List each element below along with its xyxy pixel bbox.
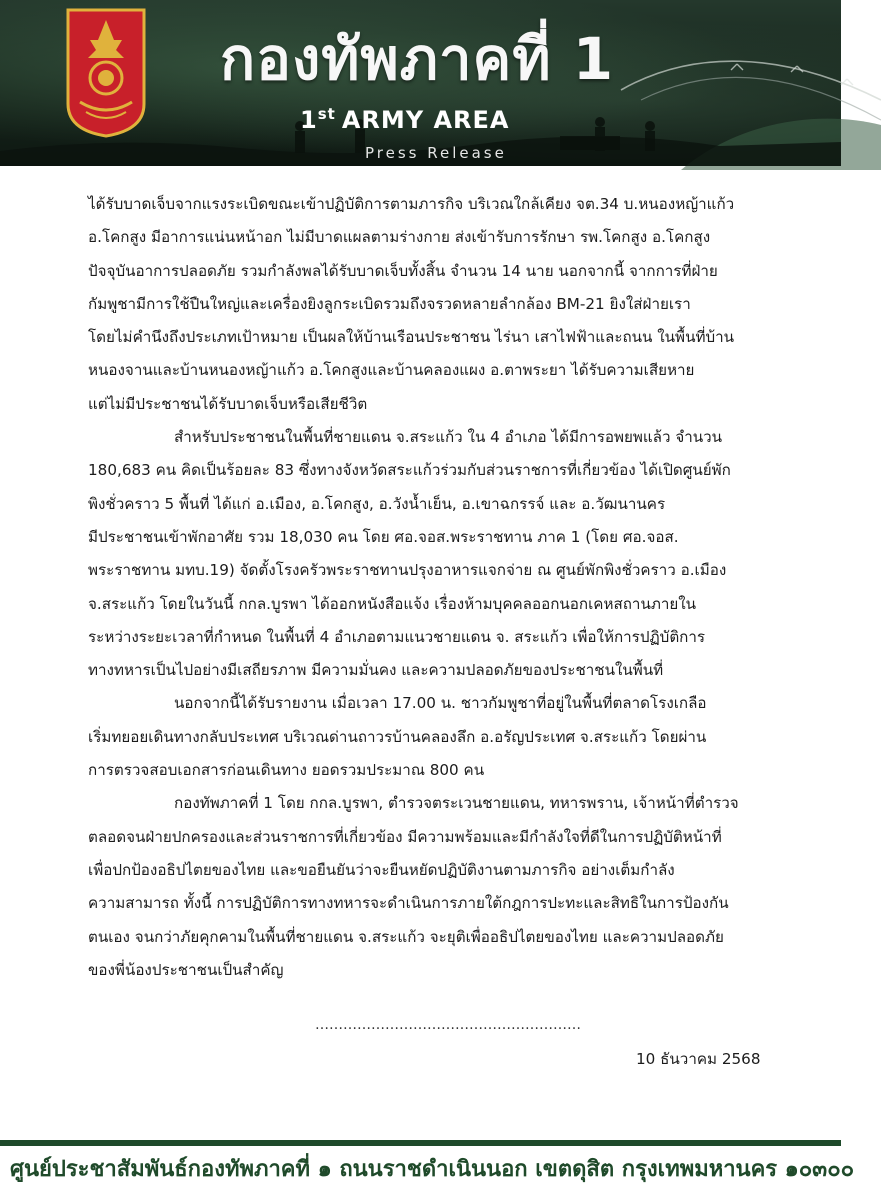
body-line: นอกจากนี้ได้รับรายงาน เมื่อเวลา 17.00 น. ชาวกัมพูชาที่อยู่ในพื้นที่ตลาดโรงเกลือ <box>174 694 707 713</box>
body-line: หนองจานและบ้านหนองหญ้าแก้ว อ.โคกสูงและบ้านคลองแผง อ.ตาพระยา ได้รับความเสียหาย <box>88 361 695 380</box>
page-title-thai: กองทัพภาคที่ 1 <box>220 25 615 93</box>
footer-divider <box>0 1140 841 1146</box>
body-line: ปัจจุบันอาการปลอดภัย รวมกำลังพลได้รับบาดเจ็บทั้งสิ้น จำนวน 14 นาย นอกจากนี้ จากการที่ฝ่าย <box>88 261 718 280</box>
page-title-english <box>300 96 580 132</box>
header-banner <box>0 0 841 166</box>
release-date: 10 ธันวาคม 2568 <box>636 1050 761 1068</box>
body-line: โดยไม่คำนึงถึงประเภทเป้าหมาย เป็นผลให้บ้านเรือนประชาชน ไร่นา เสาไฟฟ้าและถนน ในพื้นที่บ้าน <box>88 328 735 347</box>
body-line: ของพี่น้องประชาชนเป็นสำคัญ <box>88 960 284 979</box>
body-line: การตรวจสอบเอกสารก่อนเดินทาง ยอดรวมประมาณ 800 คน <box>88 761 485 780</box>
body-line: เพื่อปกป้องอธิปไตยของไทย และขอยืนยันว่าจะยืนหยัดปฏิบัติงานตามภารกิจ อย่างเต็มกำลัง <box>88 860 675 879</box>
press-release-label: Press Release <box>365 144 507 162</box>
body-line: ระหว่างระยะเวลาที่กำหนด ในพื้นที่ 4 อำเภอตามแนวชายแดน จ. สระแก้ว เพื่อให้การปฏิบัติการ <box>88 627 706 646</box>
body-line: ทางทหารเป็นไปอย่างมีเสถียรภาพ มีความมั่นคง และความปลอดภัยของประชาชนในพื้นที่ <box>88 661 664 680</box>
body-line: ได้รับบาดเจ็บจากแรงระเบิดขณะเข้าปฏิบัติการตามภารกิจ บริเวณใกล้เคียง จต.34 บ.หนองหญ้าแก้ว <box>88 195 735 213</box>
body-line: ตลอดจนฝ่ายปกครองและส่วนราชการที่เกี่ยวข้อง มีความพร้อมและมีกำลังใจที่ดีในการปฏิบัติหน้าที่ <box>88 827 722 846</box>
press-release-body <box>88 188 768 987</box>
body-line: ความสามารถ ทั้งนี้ การปฏิบัติการทางทหารจะดำเนินการภายใต้กฎการปะทะและสิทธิในการป้องกัน <box>88 894 729 913</box>
body-line: 180,683 คน คิดเป็นร้อยละ 83 ซึ่งทางจังหวัดสระแก้วร่วมกับส่วนราชการที่เกี่ยวข้อง ได้เปิดศูนย์พัก <box>88 461 731 480</box>
body-line: จ.สระแก้ว โดยในวันนี้ กกล.บูรพา ได้ออกหนังสือแจ้ง เรื่องห้ามบุคคลออกนอกเคหสถานภายใน <box>88 594 697 613</box>
body-line: อ.โคกสูง มีอาการแน่นหน้าอก ไม่มีบาดแผลตามร่างกาย ส่งเข้ารับการรักษา รพ.โคกสูง อ.โคกสูง <box>88 228 711 247</box>
royal-army-emblem-icon <box>64 6 148 138</box>
body-line: แต่ไม่มีประชาชนได้รับบาดเจ็บหรือเสียชีวิต <box>88 394 368 413</box>
title-en-number: 1 <box>300 106 318 134</box>
body-line: พิงชั่วคราว 5 พื้นที่ ได้แก่ อ.เมือง, อ.โคกสูง, อ.วังน้ำเย็น, อ.เขาฉกรรจ์ และ อ.วัฒนานคร <box>88 494 666 513</box>
body-line: กองทัพภาคที่ 1 โดย กกล.บูรพา, ตำรวจตระเวนชายแดน, ทหารพราน, เจ้าหน้าที่ตำรวจ <box>174 794 739 813</box>
body-line: กัมพูชามีการใช้ปืนใหญ่และเครื่องยิงลูกระเบิดรวมถึงจรวดหลายลำกล้อง BM-21 ยิงใส่ฝ่ายเรา <box>88 294 691 313</box>
body-line: พระราชทาน มทบ.19) จัดตั้งโรงครัวพระราชทานปรุงอาหารแจกจ่าย ณ ศูนย์พักพิงชั่วคราว อ.เมือง <box>88 561 727 580</box>
footer-address: ศูนย์ประชาสัมพันธ์กองทัพภาคที่ ๑ ถนนราชดำเนินนอก เขตดุสิต กรุงเทพมหานคร ๑๐๓๐๐ <box>10 1157 855 1182</box>
body-line: มีประชาชนเข้าพักอาศัย รวม 18,030 คน โดย ศอ.จอส.พระราชทาน ภาค 1 (โดย ศอ.จอส. <box>88 527 679 546</box>
body-line: เริ่มทยอยเดินทางกลับประเทศ บริเวณด่านถาวรบ้านคลองลึก อ.อรัญประเทศ จ.สระแก้ว โดยผ่าน <box>88 727 707 746</box>
body-line: ตนเอง จนกว่าภัยคุกคามในพื้นที่ชายแดน จ.สระแก้ว จะยุติเพื่ออธิปไตยของไทย และความปลอดภัย <box>88 927 724 946</box>
body-line: สำหรับประชาชนในพื้นที่ชายแดน จ.สระแก้ว ใน 4 อำเภอ ได้มีการอพยพแล้ว จำนวน <box>174 428 723 447</box>
separator-dots: ………………………………………………… <box>315 1017 581 1033</box>
title-en-ordinal: st <box>317 105 336 123</box>
title-en-main: ARMY AREA <box>341 106 510 134</box>
